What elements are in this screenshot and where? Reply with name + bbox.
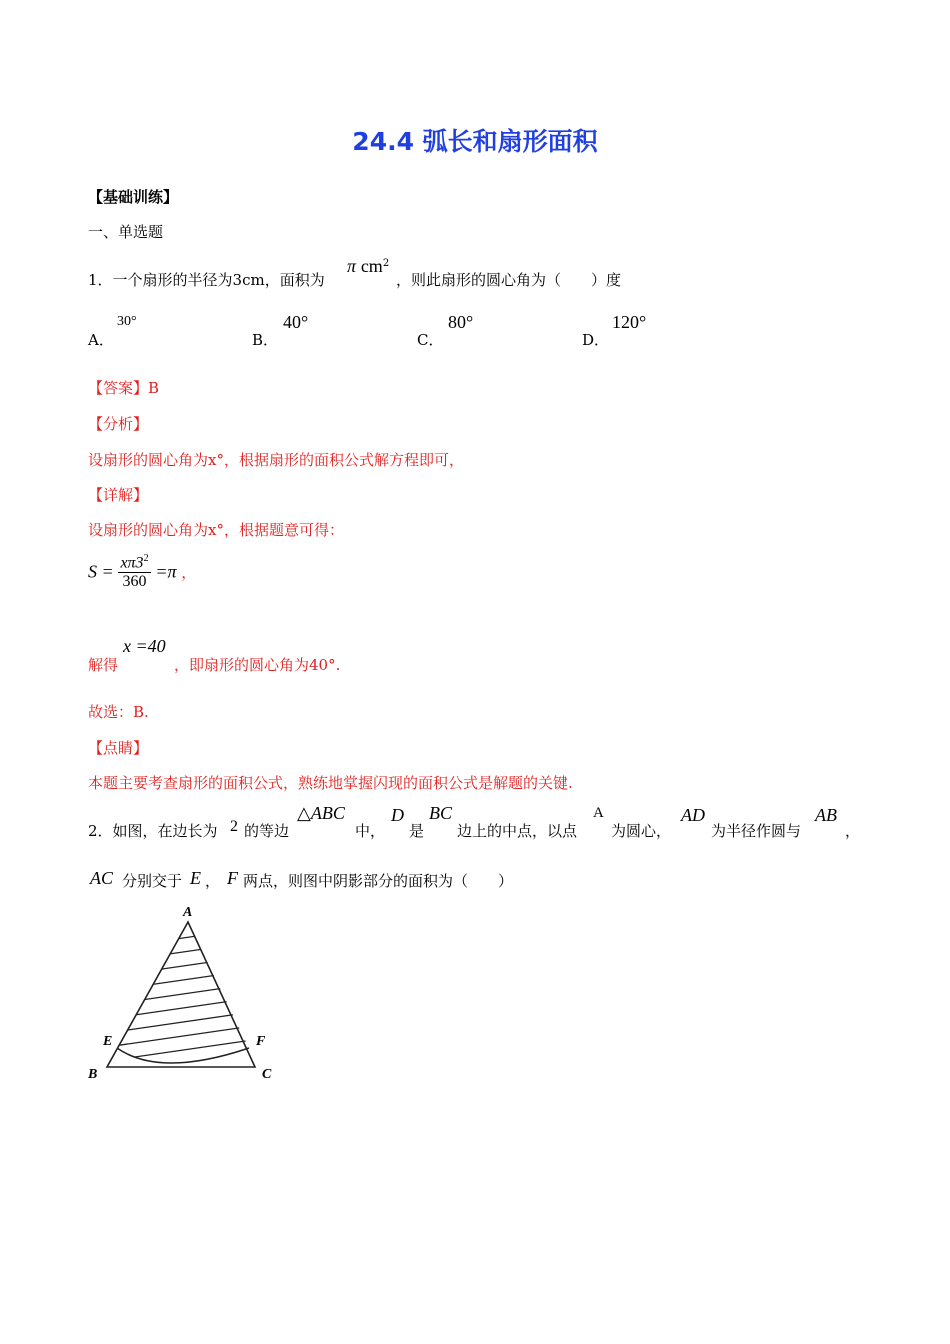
q1-comment-text: 本题主要考查扇形的面积公式，熟练地掌握闪现的面积公式是解题的关键. [88,774,573,792]
page-title: 24.4 弧长和扇形面积 [352,127,598,156]
q1-analysis-head: 【分析】 [88,415,149,433]
q2-F: F [227,868,238,888]
q1-math-area [347,256,389,277]
label-E: E [103,1034,113,1049]
label-B: B [88,1067,98,1082]
q1-unit: cm [360,256,383,276]
q1-detail-head: 【详解】 [88,486,149,504]
q1-option-d-value: 120° [612,312,647,332]
q2-p5: 边上的中点，以点 [457,822,578,840]
q1-formula-right: =π [155,561,177,582]
q1-stem [88,269,325,290]
q2-p3: 中， [355,822,386,840]
q1-stem-a: 1．一个扇形的半径为3cm，面积为 [88,271,325,289]
q2-triangle: △ABC [297,803,345,823]
q1-formula [88,553,196,591]
q1-choose: 故选：B. [88,703,149,721]
q1-option-c-label: C． [417,331,444,349]
q1-formula-left: S = [88,561,114,582]
section-heading: 【基础训练】 [88,188,179,206]
q2-BC: BC [429,803,453,823]
q1-unit-exp: 2 [382,258,390,269]
q2-n2: 2 [230,818,238,835]
q1-option-b-value: 40° [283,312,309,332]
q2-p6: 为圆心， [611,822,672,840]
shading-hatch [100,910,280,1076]
q1-option-a-value: 30° [117,314,137,329]
q2-triangle-figure [80,900,290,1090]
q2-D: D [391,805,404,825]
q2-AB: AB [815,805,837,825]
part-heading: 一、单选题 [88,223,164,241]
q1-solve-a: 解得 [88,656,119,674]
q1-option-a-label: A． [88,331,114,349]
q1-detail-text: 设扇形的圆心角为x°，根据题意可得： [88,521,344,539]
label-C: C [262,1067,272,1082]
q2-p7: 为半径作圆与 [711,822,802,840]
q2-p8: ， [845,822,861,840]
q2-p9: 分别交于 [122,872,183,890]
q1-comment-head: 【点睛】 [88,739,149,757]
label-A: A [183,905,193,920]
q2-p4: 是 [409,822,425,840]
q1-formula-num: xπ3 [120,554,144,572]
q1-option-c-value: 80° [448,312,474,332]
q1-pi: π [347,256,357,276]
q1-solve-b: ，即扇形的圆心角为40°. [174,656,341,674]
q2-AD: AD [681,805,705,825]
q1-option-d-label: D． [582,331,610,349]
q1-formula-comma: ， [181,563,197,582]
q2-E: E [190,868,201,888]
q2-A: A [593,805,604,821]
q2-p1: 2．如图，在边长为 [88,822,218,840]
q1-stem-b: ，则此扇形的圆心角为（ ）度 [396,271,622,289]
q1-option-b-label: B． [252,331,279,349]
q1-analysis-text: 设扇形的圆心角为x°，根据扇形的面积公式解方程即可， [88,451,464,469]
label-F: F [256,1034,266,1049]
q1-answer: 【答案】B [88,379,160,397]
q1-solve-math: x =40 [123,636,166,656]
q2-p10: ， [205,872,221,890]
q2-p2: 的等边 [244,822,290,840]
q2-p11: 两点，则图中阴影部分的面积为（ ） [243,872,514,890]
q2-AC: AC [90,868,114,888]
q1-formula-num-exp: 2 [143,553,149,564]
q1-formula-fraction [118,553,150,591]
q1-formula-den: 360 [122,573,147,591]
